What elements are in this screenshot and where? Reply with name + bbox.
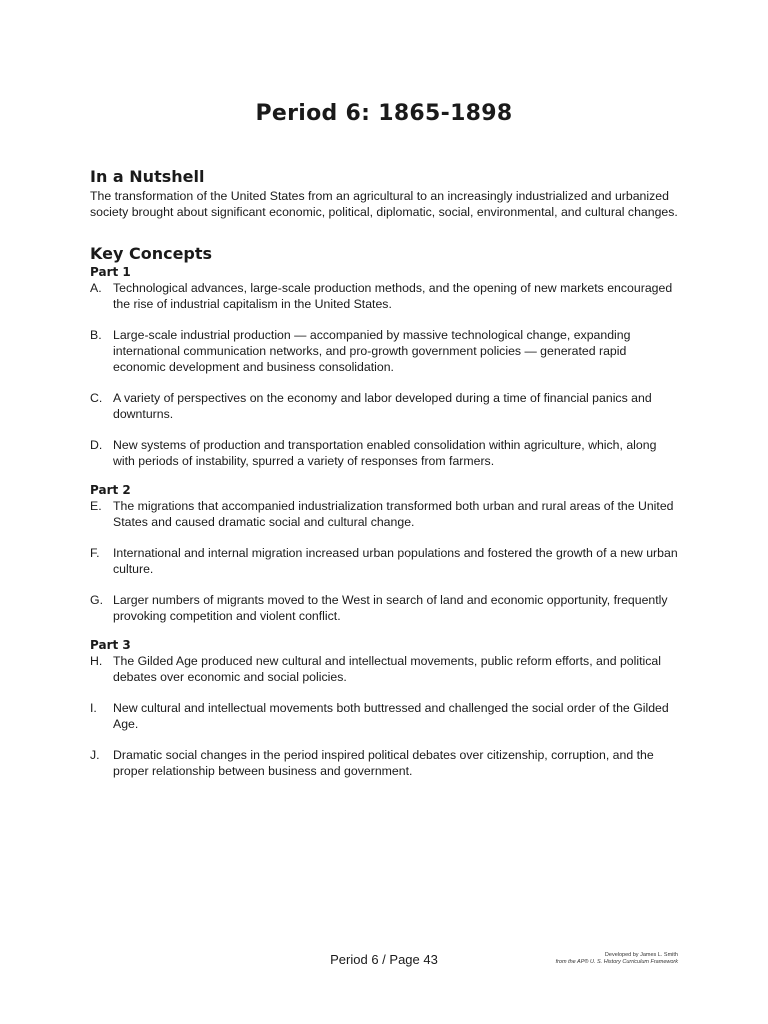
concept-text: The migrations that accompanied industrialization transformed both urban and rural areas of the United States and caused dramatic social and cultural change. xyxy=(113,499,674,529)
part-3 xyxy=(90,638,680,779)
credit-author: Developed by James L. Smith xyxy=(604,952,678,958)
concept-item xyxy=(90,437,680,469)
part-heading: Part 3 xyxy=(90,638,131,652)
concept-text: The Gilded Age produced new cultural and intellectual movements, public reform efforts, and political debates over economic and social policies. xyxy=(113,654,661,684)
page-title: Period 6: 1865-1898 xyxy=(255,101,513,126)
part-heading: Part 2 xyxy=(90,483,131,497)
concept-text: Large-scale industrial production — accompanied by massive technological change, expanding international communication networks, and pro-growth government policies — generated rapid economic development and business consolidation. xyxy=(113,328,631,374)
part-1 xyxy=(90,265,680,469)
concept-letter: E. xyxy=(90,499,102,513)
concept-letter: B. xyxy=(90,328,102,342)
nutshell-text: The transformation of the United States from an agricultural to an increasingly industrialized and urbanized society brought about significant economic, political, diplomatic, social, environmental, and cultural changes. xyxy=(90,189,678,219)
concept-item xyxy=(90,280,680,312)
concept-text: Technological advances, large-scale production methods, and the opening of new markets encouraged the rise of industrial capitalism in the United States. xyxy=(113,281,673,311)
credit-note xyxy=(556,952,678,966)
concept-letter: I. xyxy=(90,701,97,715)
concept-text: Dramatic social changes in the period inspired political debates over citizenship, corruption, and the proper relationship between business and government. xyxy=(113,748,654,778)
concept-text: New cultural and intellectual movements both buttressed and challenged the social order of the Gilded Age. xyxy=(113,701,669,731)
concept-text: New systems of production and transportation enabled consolidation within agriculture, which, along with periods of instability, spurred a variety of responses from farmers. xyxy=(113,438,657,468)
concept-item xyxy=(90,747,680,779)
concept-letter: J. xyxy=(90,748,100,762)
concept-item xyxy=(90,545,680,577)
content-body xyxy=(90,166,680,779)
concept-letter: G. xyxy=(90,593,103,607)
concept-item xyxy=(90,390,680,422)
credit-source: from the AP® U. S. History Curriculum Framework xyxy=(555,959,678,965)
concept-text: A variety of perspectives on the economy and labor developed during a time of financial panics and downturns. xyxy=(113,391,652,421)
concept-item xyxy=(90,327,680,375)
nutshell-heading: In a Nutshell xyxy=(90,167,205,186)
page-number: Period 6 / Page 43 xyxy=(330,952,438,967)
part-heading: Part 1 xyxy=(90,265,131,279)
key-concepts-section xyxy=(90,243,680,779)
concept-letter: H. xyxy=(90,654,103,668)
concept-item xyxy=(90,498,680,530)
part-2 xyxy=(90,483,680,624)
concept-letter: D. xyxy=(90,438,103,452)
concept-letter: F. xyxy=(90,546,100,560)
concept-item xyxy=(90,653,680,685)
concept-item xyxy=(90,700,680,732)
concept-text: Larger numbers of migrants moved to the West in search of land and economic opportunity, frequently provoking competition and violent conflict. xyxy=(113,593,668,623)
key-concepts-heading: Key Concepts xyxy=(90,244,213,263)
concept-text: International and internal migration increased urban populations and fostered the growth of a new urban culture. xyxy=(113,546,678,576)
concept-item xyxy=(90,592,680,624)
concept-letter: C. xyxy=(90,391,103,405)
concept-letter: A. xyxy=(90,281,102,295)
nutshell-section xyxy=(90,166,680,220)
